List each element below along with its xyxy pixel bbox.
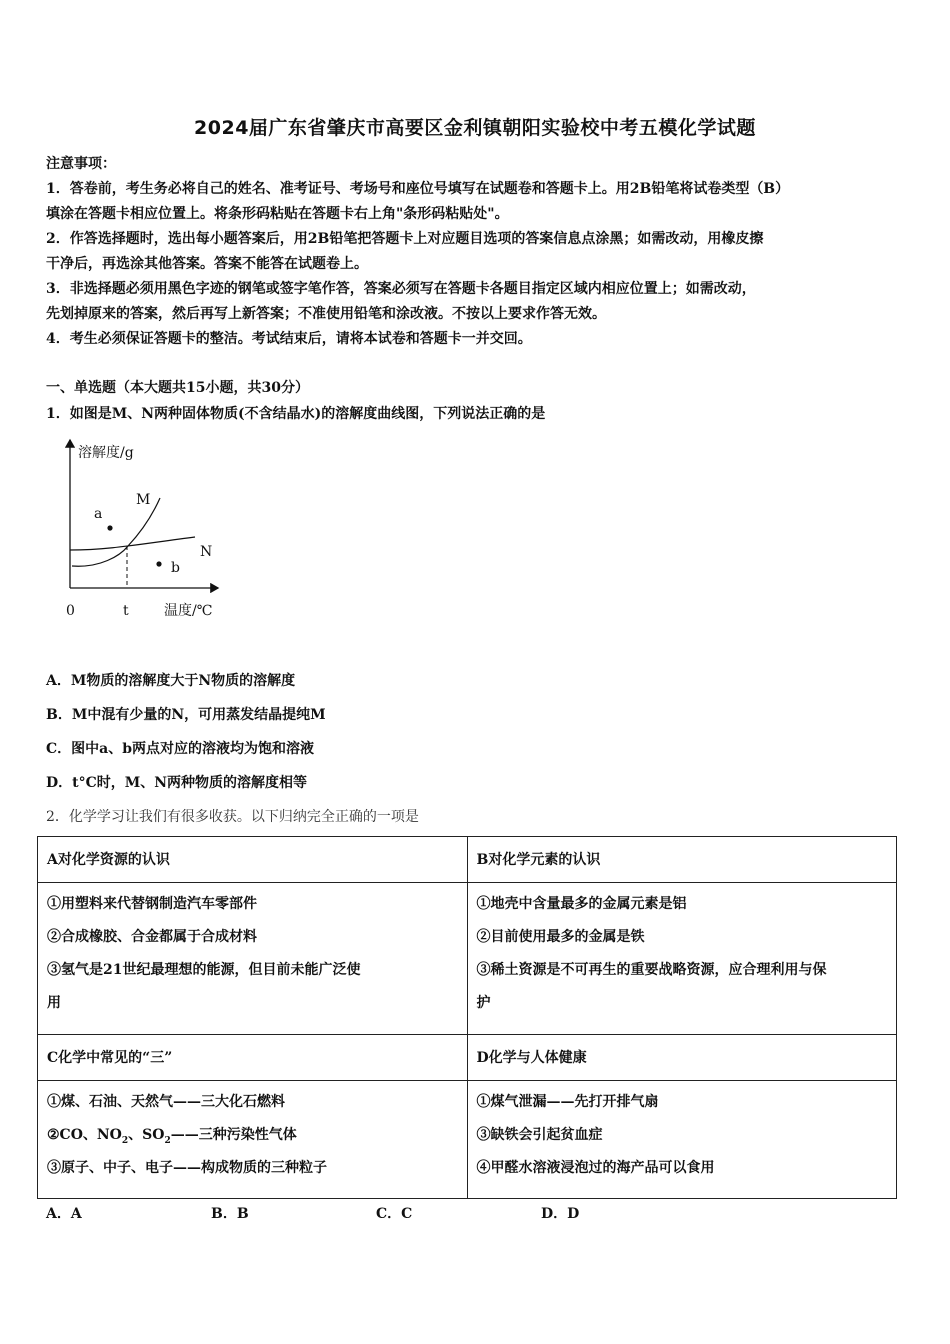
option-a: A．M物质的溶解度大于N物质的溶解度 — [46, 673, 296, 689]
cell-a-heading: A对化学资源的认识 — [38, 837, 468, 883]
question-1-stem: 1．如图是M、N两种固体物质(不含结晶水)的溶解度曲线图，下列说法正确的是 — [46, 406, 546, 422]
cell-line: 护 — [476, 995, 491, 1011]
t-tick-label: t — [123, 603, 129, 619]
cell-line: ③稀土资源是不可再生的重要战略资源，应合理利用与保 — [476, 962, 827, 978]
curve-m-label: M — [136, 492, 151, 508]
curve-n — [70, 537, 195, 550]
cell-c-heading: C化学中常见的“三” — [38, 1035, 468, 1081]
formula-text: ②CO、NO — [47, 1127, 122, 1143]
origin-label: 0 — [66, 603, 75, 619]
notice-line: 干净后，再选涂其他答案。答案不能答在试题卷上。 — [46, 256, 368, 272]
cell-b-heading: B对化学元素的认识 — [467, 837, 897, 883]
choice-b: B．B — [211, 1206, 249, 1222]
section-heading: 一、单选题（本大题共15小题，共30分） — [46, 380, 309, 396]
option-d: D．t°C时，M、N两种物质的溶解度相等 — [46, 775, 308, 791]
subscript: 2 — [164, 1135, 171, 1146]
cell-line: ①地壳中含量最多的金属元素是铝 — [476, 896, 687, 912]
curve-m — [72, 498, 160, 566]
summary-table — [37, 836, 897, 1199]
cell-line: ②合成橡胶、合金都属于合成材料 — [47, 929, 257, 945]
point-b — [156, 561, 161, 566]
option-c: C．图中a、b两点对应的溶液均为饱和溶液 — [46, 741, 315, 757]
page-title: 2024届广东省肇庆市高要区金利镇朝阳实验校中考五模化学试题 — [194, 117, 756, 139]
cell-d-content — [467, 1081, 897, 1199]
cell-line: ①煤气泄漏——先打开排气扇 — [476, 1094, 659, 1110]
question-2-choices — [46, 1203, 706, 1223]
choice-d: D．D — [541, 1206, 580, 1222]
curve-n-label: N — [200, 544, 213, 560]
cell-line-formula — [47, 1124, 467, 1157]
notice-line: 4．考生必须保证答题卡的整洁。考试结束后，请将本试卷和答题卡一并交回。 — [46, 331, 532, 347]
cell-line: ①用塑料来代替钢制造汽车零部件 — [47, 896, 257, 912]
cell-line: ③缺铁会引起贫血症 — [476, 1127, 603, 1143]
notice-line: 先划掉原来的答案，然后再写上新答案；不准使用铅笔和涂改液。不按以上要求作答无效。 — [46, 306, 606, 322]
formula-text: 、SO — [128, 1127, 165, 1143]
solubility-curve-chart — [60, 436, 230, 626]
point-a — [107, 525, 112, 530]
cell-line: 用 — [47, 995, 61, 1011]
cell-c-content — [38, 1081, 468, 1199]
y-axis-label: 溶解度/g — [78, 445, 134, 461]
x-axis-label: 温度/℃ — [164, 603, 213, 619]
question-2-stem: 2．化学学习让我们有很多收获。以下归纳完全正确的一项是 — [46, 809, 419, 825]
point-b-label: b — [171, 560, 180, 576]
notice-line: 3．非选择题必须用黑色字迹的钢笔或签字笔作答，答案必须写在答题卡各题目指定区域内相应位置上；如需改动， — [46, 281, 756, 297]
cell-line: ②目前使用最多的金属是铁 — [476, 929, 645, 945]
notice-line: 填涂在答题卡相应位置上。将条形码粘贴在答题卡右上角"条形码粘贴处"。 — [46, 206, 509, 222]
cell-line: ③氢气是21世纪最理想的能源，但目前未能广泛使 — [47, 962, 361, 978]
cell-line: ③原子、中子、电子——构成物质的三种粒子 — [47, 1160, 327, 1176]
choice-a: A．A — [46, 1206, 82, 1222]
cell-a-content — [38, 883, 468, 1035]
subscript: 2 — [121, 1135, 129, 1146]
formula-text: ——三种污染性气体 — [170, 1127, 297, 1143]
cell-line: ④甲醛水溶液浸泡过的海产品可以食用 — [476, 1160, 715, 1176]
point-a-label: a — [94, 506, 103, 522]
cell-b-content — [467, 883, 897, 1035]
notice-line: 1．答卷前，考生务必将自己的姓名、准考证号、考场号和座位号填写在试题卷和答题卡上。用2B铅笔将试卷类型（B） — [46, 181, 790, 197]
notice-heading: 注意事项： — [46, 156, 116, 172]
notice-line: 2．作答选择题时，选出每小题答案后，用2B铅笔把答题卡上对应题目选项的答案信息点涂黑；如需改动，用橡皮擦 — [46, 231, 764, 247]
cell-line: ①煤、石油、天然气——三大化石燃料 — [47, 1094, 285, 1110]
option-b: B．M中混有少量的N，可用蒸发结晶提纯M — [46, 707, 326, 723]
choice-c: C．C — [376, 1206, 413, 1222]
cell-d-heading: D化学与人体健康 — [467, 1035, 897, 1081]
